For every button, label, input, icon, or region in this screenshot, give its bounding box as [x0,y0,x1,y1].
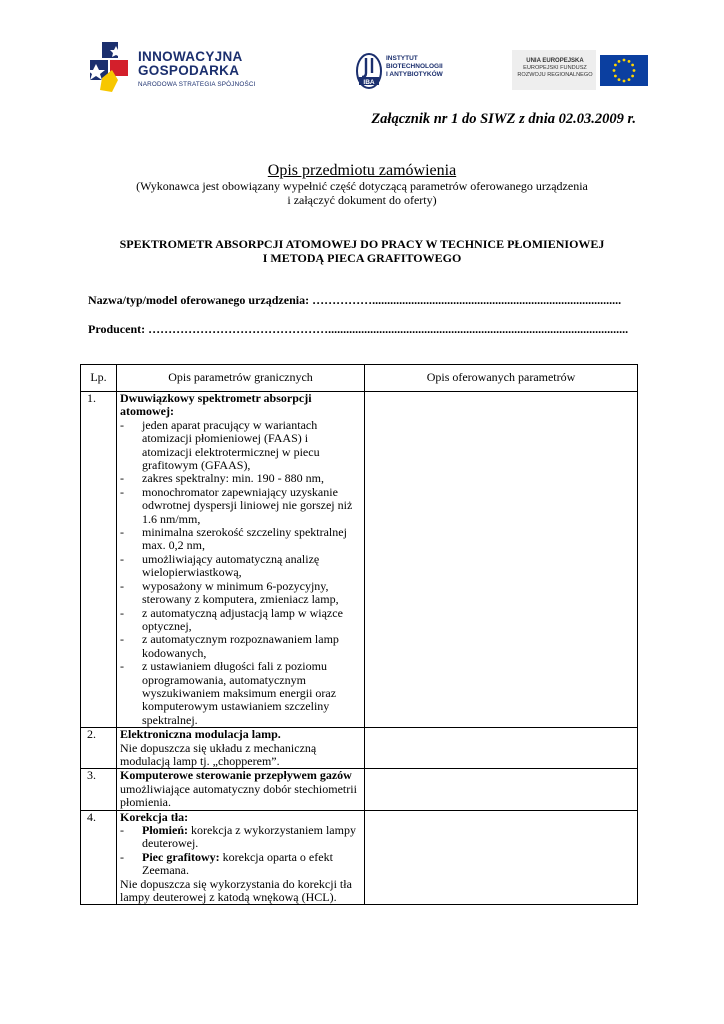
row-lp: 2. [81,728,117,769]
header-param: Opis parametrów granicznych [117,365,365,392]
innowacyjna-gospodarka-logo [88,40,268,100]
header-lp: Lp. [81,365,117,392]
table-row [81,810,638,905]
item-text: korekcja oparta o efekt Zeemana. [142,849,333,878]
eu-fund-logo [512,50,640,92]
producer-field: Producent: ……………………………………….................................................................................................... [88,322,629,336]
item-label: Płomień: [142,823,188,837]
attachment-reference: Załącznik nr 1 do SIWZ z dnia 02.03.2009 r. [371,111,636,127]
row-title: Elektroniczna modulacja lamp. [120,727,281,742]
subject-line1: SPEKTROMETR ABSORPCJI ATOMOWEJ DO PRACY W TECHNICE PŁOMIENIOWEJ [119,237,605,251]
ig-logo-line3: NARODOWA STRATEGIA SPÓJNOŚCI [138,81,256,88]
row-title: Komputerowe sterowanie przepływem gazów [120,768,352,783]
row-param [117,392,365,728]
iba-line2: BIOTECHNOLOGII [386,63,443,70]
ue-line2: EUROPEJSKI FUNDUSZ [523,65,587,71]
offered-cell[interactable] [365,728,638,769]
param-list [120,419,361,727]
row-title: Korekcja tła: [120,809,189,824]
iba-emblem-icon [356,53,382,89]
row-text: umożliwiające automatyczny dobór stechiometrii płomienia. [120,781,357,810]
row-title: Dwuwiązkowy spektrometr absorpcji atomowej: [120,391,312,419]
subtitle-line2: i załączyć dokument do oferty) [287,193,437,207]
page-title: Opis przedmiotu zamówienia [267,162,457,179]
iba-institute-logo [356,53,466,93]
ue-line3: ROZWOJU REGIONALNEGO [517,72,593,78]
subtitle-line1: (Wykonawca jest obowiązany wypełnić część dotyczącą parametrów oferowanego urządzenia [136,179,588,193]
row-param [117,728,365,769]
list-item: - umożliwiający automatyczną analizę wielopierwiastkową, [120,553,361,580]
row-text: Nie dopuszcza się wykorzystania do korekcji tła lampy deuterowej z katodą wnękową (HCL). [120,876,352,905]
list-item: - wyposażony w minimum 6-pozycyjny, sterowany z komputera, zmieniacz lamp, [120,580,361,607]
row-lp: 4. [81,810,117,905]
list-item: - z ustawianiem długości fali z poziomu oprogramowania, automatycznym wyszukiwaniem maksimum energii oraz komputerowym ustawianiem szczeliny spektralnej. [120,660,361,727]
table-row [81,392,638,728]
row-lp: 3. [81,769,117,810]
ig-logo-line2: GOSPODARKA [138,63,240,78]
row-param [117,769,365,810]
list-item: - z automatyczną adjustacją lamp w wiązce optycznej, [120,607,361,634]
header-offered: Opis oferowanych parametrów [365,365,638,392]
ig-logo-line1: INNOWACYJNA [138,49,243,64]
iba-line3: I ANTYBIOTYKÓW [386,71,443,78]
list-item: - z automatycznym rozpoznawaniem lamp kodowanych, [120,633,361,660]
table-row [81,769,638,810]
model-name-field: Nazwa/typ/model oferowanego urządzenia: ……………................................................................................... [88,293,622,307]
ue-line1: UNIA EUROPEJSKA [526,58,584,64]
row-param [117,810,365,905]
table-row [81,728,638,769]
item-text: korekcja z wykorzystaniem lampy deuterowej. [142,823,356,851]
list-item: - zakres spektralny: min. 190 - 880 nm, [120,472,361,485]
iba-line1: INSTYTUT [386,55,418,62]
row-text: Nie dopuszcza się układu z mechaniczną modulacją lamp tj. „chopperem”. [120,740,317,768]
item-label: Piec grafitowy: [142,849,220,864]
list-item [120,824,361,851]
list-item: - monochromator zapewniający uzyskanie odwrotnej dyspersji liniowej nie gorszej niż 1.6 nm/mm, [120,486,361,526]
subject-line2: I METODĄ PIECA GRAFITOWEGO [262,251,462,265]
ig-emblem-icon [88,40,136,98]
param-list [120,824,361,878]
table-header-row [81,365,638,392]
eu-flag-icon [600,55,648,86]
offered-cell[interactable] [365,810,638,905]
list-item: - minimalna szerokość szczeliny spektralnej max. 0,2 nm, [120,526,361,553]
list-item [120,851,361,878]
offered-cell[interactable] [365,769,638,810]
list-item: - jeden aparat pracujący w wariantach atomizacji płomieniowej (FAAS) i atomizacji elektrotermicznej w piecu grafitowym (GFAAS), [120,419,361,473]
parameters-table [80,364,638,905]
offered-cell[interactable] [365,392,638,728]
iba-mark: IBA [363,79,375,86]
row-lp: 1. [81,392,117,728]
